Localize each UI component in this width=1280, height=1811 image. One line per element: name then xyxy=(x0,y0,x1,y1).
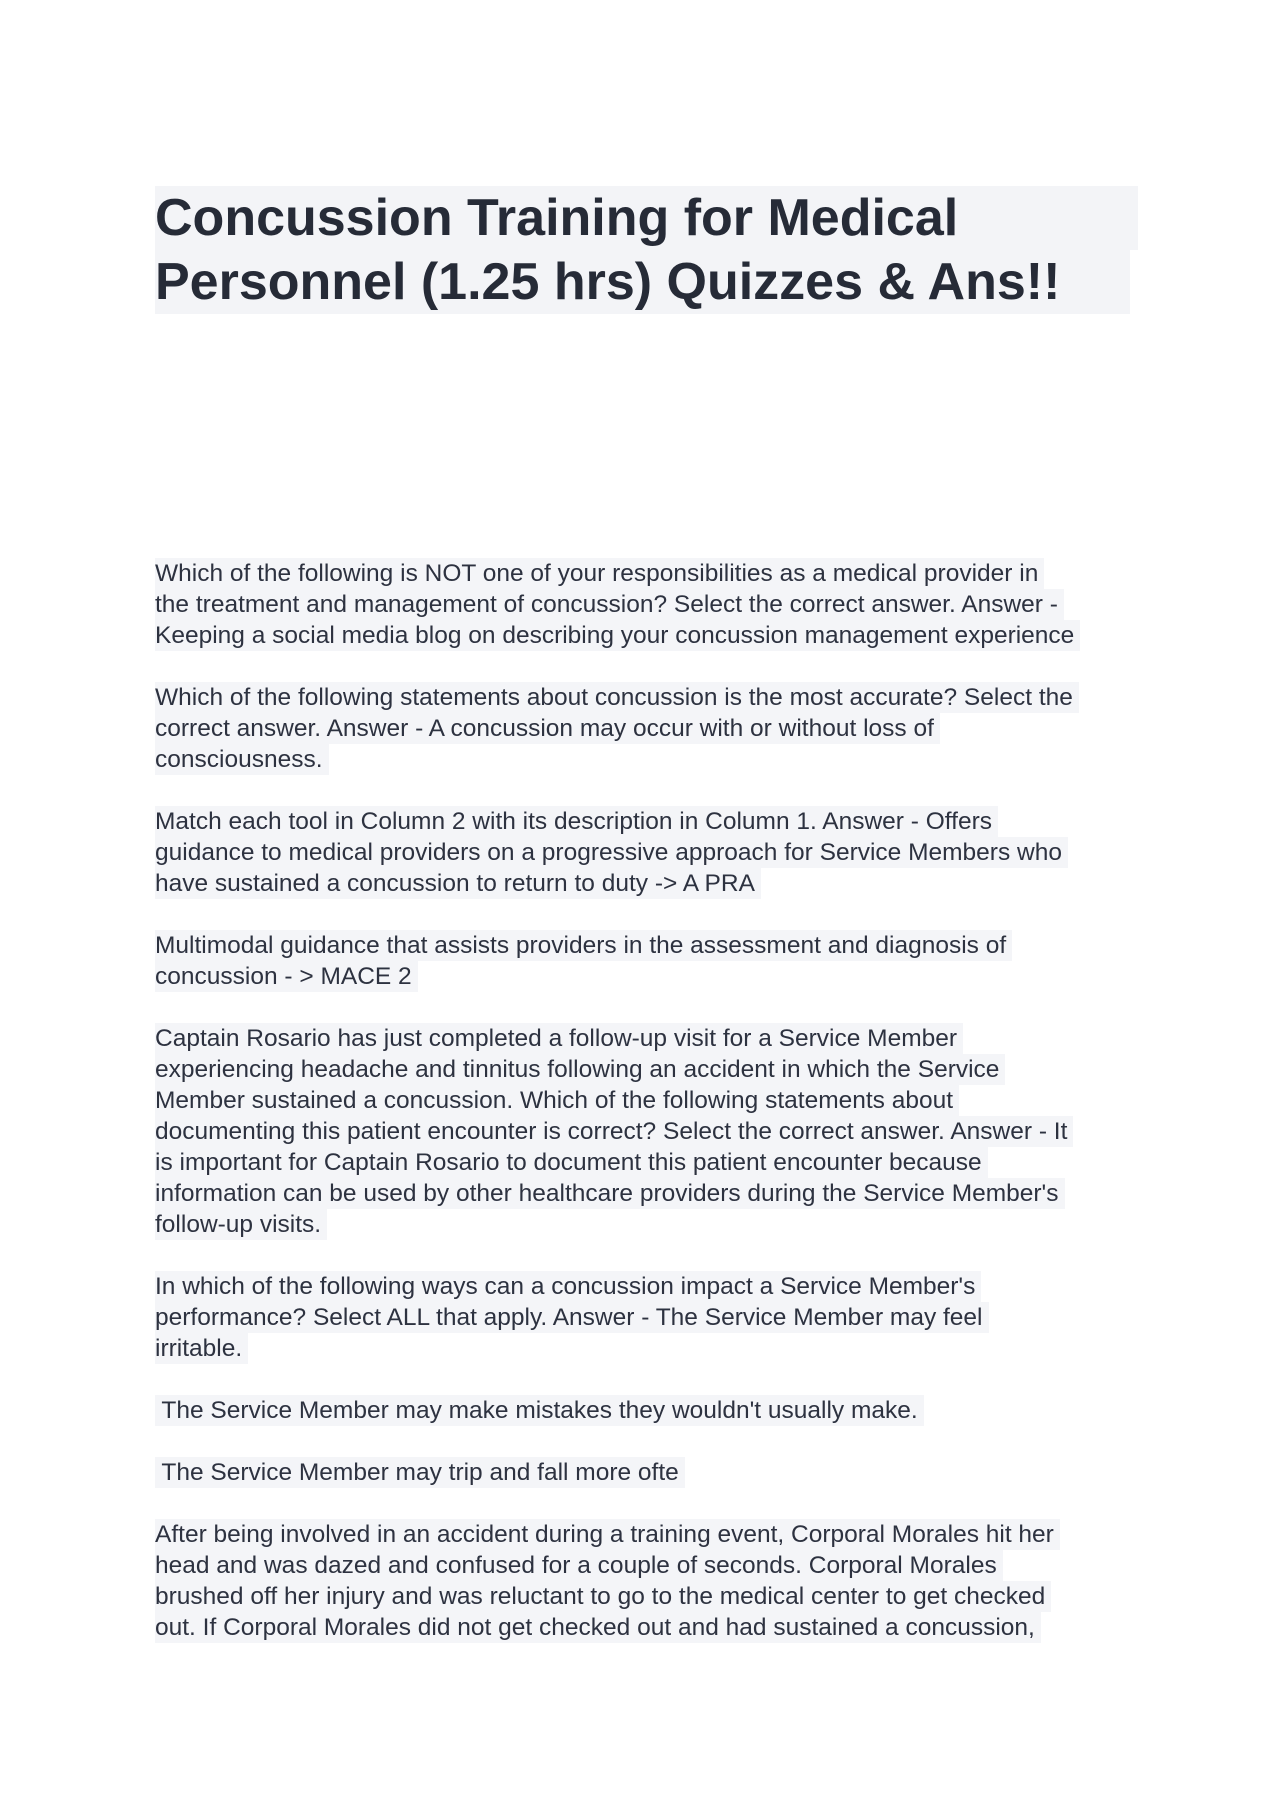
text-line: Match each tool in Column 2 with its description in Column 1. Answer - Offers xyxy=(155,806,998,837)
title-line-2: Personnel (1.25 hrs) Quizzes & Ans!! xyxy=(155,250,1130,314)
text-row xyxy=(155,682,1145,713)
text-row xyxy=(155,1147,1145,1178)
text-row xyxy=(155,620,1145,651)
text-line: guidance to medical providers on a progressive approach for Service Members who xyxy=(155,837,1068,868)
text-row xyxy=(155,713,1145,744)
title-line-1: Concussion Training for Medical xyxy=(155,186,1138,250)
text-line: Which of the following statements about concussion is the most accurate? Select the xyxy=(155,682,1079,713)
text-row xyxy=(155,868,1145,899)
text-row xyxy=(155,1209,1145,1240)
text-line: is important for Captain Rosario to document this patient encounter because xyxy=(155,1147,988,1178)
text-row xyxy=(155,589,1145,620)
text-line: out. If Corporal Morales did not get checked out and had sustained a concussion, xyxy=(155,1612,1041,1643)
text-line: information can be used by other healthcare providers during the Service Member's xyxy=(155,1178,1065,1209)
text-row xyxy=(155,1581,1145,1612)
text-row xyxy=(155,1333,1145,1364)
text-line: performance? Select ALL that apply. Answer - The Service Member may feel xyxy=(155,1302,989,1333)
text-row xyxy=(155,1116,1145,1147)
paragraph-8 xyxy=(155,1457,1145,1488)
text-row xyxy=(155,961,1145,992)
text-line: correct answer. Answer - A concussion may occur with or without loss of xyxy=(155,713,940,744)
text-line: experiencing headache and tinnitus following an accident in which the Service xyxy=(155,1054,1005,1085)
document-title xyxy=(155,186,1130,314)
paragraph-9 xyxy=(155,1519,1145,1643)
paragraph-6 xyxy=(155,1271,1145,1364)
text-row xyxy=(155,1612,1145,1643)
text-line: have sustained a concussion to return to duty -> A PRA xyxy=(155,868,761,899)
text-line: After being involved in an accident during a training event, Corporal Morales hit her xyxy=(155,1519,1060,1550)
text-row xyxy=(155,1519,1145,1550)
text-row xyxy=(155,744,1145,775)
text-line: brushed off her injury and was reluctant to go to the medical center to get checked xyxy=(155,1581,1051,1612)
text-row xyxy=(155,837,1145,868)
text-row xyxy=(155,558,1145,589)
text-row xyxy=(155,1178,1145,1209)
paragraph-4 xyxy=(155,930,1145,992)
text-line: Member sustained a concussion. Which of the following statements about xyxy=(155,1085,959,1116)
text-line: irritable. xyxy=(155,1333,248,1364)
text-row xyxy=(155,1550,1145,1581)
text-line: concussion - > MACE 2 xyxy=(155,961,418,992)
text-line: the treatment and management of concussion? Select the correct answer. Answer - xyxy=(155,589,1064,620)
title-row-1 xyxy=(155,186,1130,250)
text-row xyxy=(155,1271,1145,1302)
text-line: Keeping a social media blog on describing your concussion management experience xyxy=(155,620,1080,651)
title-row-2 xyxy=(155,250,1130,314)
paragraph-7 xyxy=(155,1395,1145,1426)
text-line: Multimodal guidance that assists providers in the assessment and diagnosis of xyxy=(155,930,1012,961)
text-line: documenting this patient encounter is correct? Select the correct answer. Answer - It xyxy=(155,1116,1073,1147)
text-row xyxy=(155,1085,1145,1116)
text-line: Which of the following is NOT one of your responsibilities as a medical provider in xyxy=(155,558,1044,589)
text-line: Captain Rosario has just completed a follow-up visit for a Service Member xyxy=(155,1023,963,1054)
text-row xyxy=(155,1302,1145,1333)
text-row xyxy=(155,1395,1145,1426)
text-line: In which of the following ways can a concussion impact a Service Member's xyxy=(155,1271,981,1302)
text-row xyxy=(155,930,1145,961)
document-body xyxy=(155,558,1145,1674)
paragraph-1 xyxy=(155,558,1145,651)
text-row xyxy=(155,1054,1145,1085)
text-line: The Service Member may trip and fall more ofte xyxy=(155,1457,685,1488)
paragraph-5 xyxy=(155,1023,1145,1240)
text-line: head and was dazed and confused for a couple of seconds. Corporal Morales xyxy=(155,1550,1003,1581)
text-line: consciousness. xyxy=(155,744,329,775)
text-row xyxy=(155,1023,1145,1054)
text-row xyxy=(155,1457,1145,1488)
paragraph-2 xyxy=(155,682,1145,775)
text-line: The Service Member may make mistakes they wouldn't usually make. xyxy=(155,1395,924,1426)
text-line: follow-up visits. xyxy=(155,1209,327,1240)
text-row xyxy=(155,806,1145,837)
paragraph-3 xyxy=(155,806,1145,899)
